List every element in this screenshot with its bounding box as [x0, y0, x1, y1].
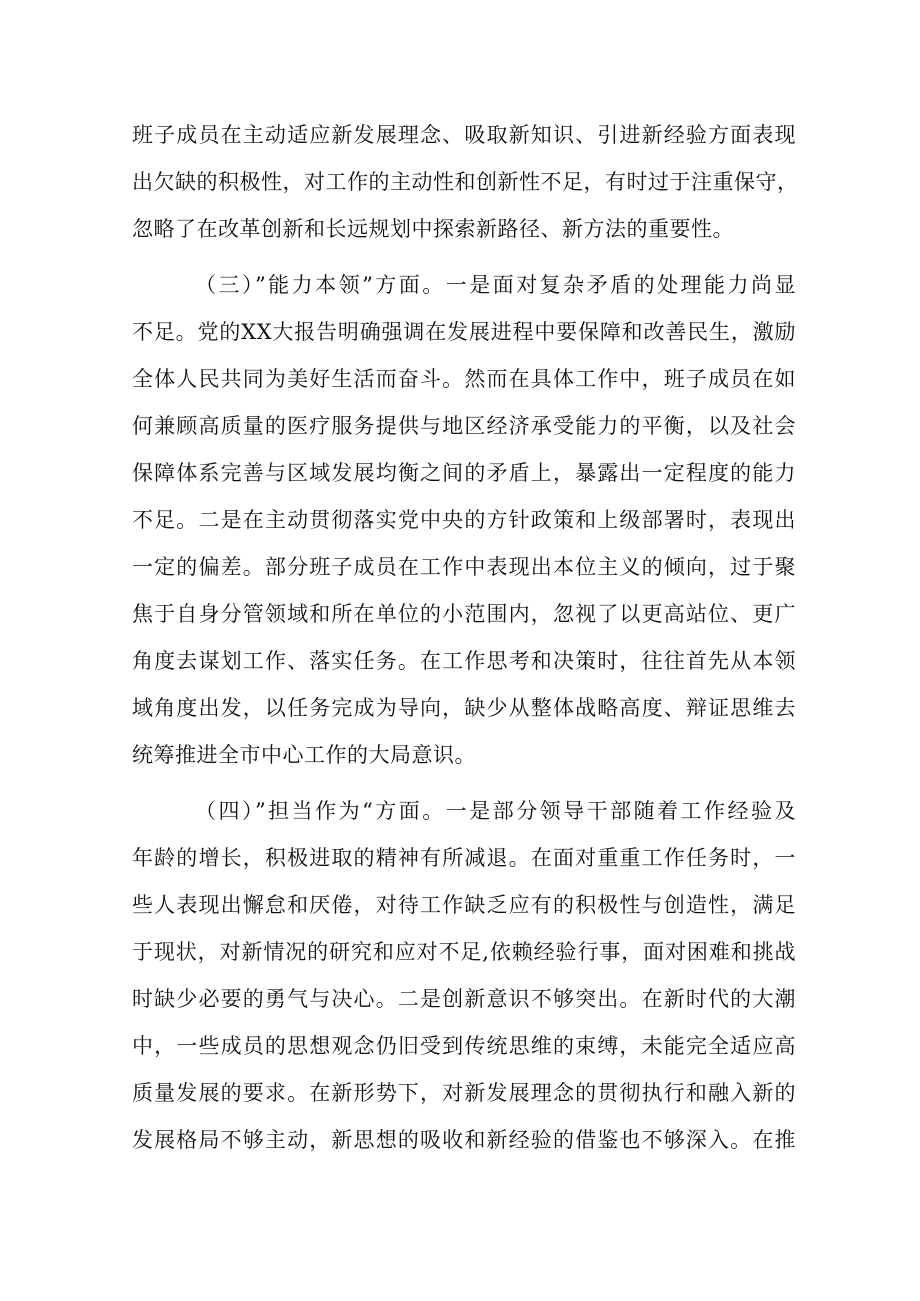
text-line: 何兼顾高质量的医疗服务提供与地区经济承受能力的平衡，以及社会 [132, 414, 796, 438]
text-line: 发展格局不够主动，新思想的吸收和新经验的借鉴也不够深入。在推 [132, 1128, 796, 1152]
text-line: 中，一些成员的思想观念仍旧受到传统思维的束缚，未能完全适应高 [132, 1034, 796, 1058]
text-line: 于现状，对新情况的研究和应对不足,依赖经验行事，面对困难和挑战 [132, 940, 796, 964]
paragraph-2 [132, 262, 796, 779]
text-line: 统筹推进全市中心工作的大局意识。 [132, 743, 476, 767]
text-line: 些人表现出懈怠和厌倦，对待工作缺乏应有的积极性与创造性，满足 [132, 893, 796, 917]
text-line: 年龄的增长，积极进取的精神有所减退。在面对重重工作任务时，一 [132, 846, 796, 870]
text-line: 域角度出发，以任务完成为导向，缺少从整体战略高度、辩证思维去 [132, 696, 796, 720]
text-line: 出欠缺的积极性，对工作的主动性和创新性不足，有时过于注重保守， [132, 170, 799, 194]
text-line: 全体人民共同为美好生活而奋斗。然而在具体工作中，班子成员在如 [132, 367, 796, 391]
paragraph-1 [132, 112, 799, 253]
text-line: 忽略了在改革创新和长远规划中探索新路径、新方法的重要性。 [132, 217, 734, 241]
text-line: 班子成员在主动适应新发展理念、吸取新知识、引进新经验方面表现 [132, 123, 796, 147]
text-line: （四）”担当作为“方面。一是部分领导干部随着工作经验及 [195, 799, 796, 823]
text-line: 焦于自身分管领域和所在单位的小范围内，忽视了以更高站位、更广 [132, 602, 796, 626]
text-line: 角度去谋划工作、落实任务。在工作思考和决策时，往往首先从本领 [132, 649, 796, 673]
paragraph-3 [132, 788, 796, 1164]
text-line: 不足。党的XX大报告明确强调在发展进程中要保障和改善民生，激励 [132, 320, 796, 344]
text-line: 保障体系完善与区域发展均衡之间的矛盾上，暴露出一定程度的能力 [132, 461, 796, 485]
text-line: 质量发展的要求。在新形势下，对新发展理念的贯彻执行和融入新的 [132, 1081, 796, 1105]
text-line: （三）”能力本领”方面。一是面对复杂矛盾的处理能力尚显 [195, 273, 796, 297]
text-line: 不足。二是在主动贯彻落实党中央的方针政策和上级部署时，表现出 [132, 508, 796, 532]
document-body [132, 112, 799, 1173]
text-line: 时缺少必要的勇气与决心。二是创新意识不够突出。在新时代的大潮 [132, 987, 796, 1011]
text-line: 一定的偏差。部分班子成员在工作中表现出本位主义的倾向，过于聚 [132, 555, 796, 579]
